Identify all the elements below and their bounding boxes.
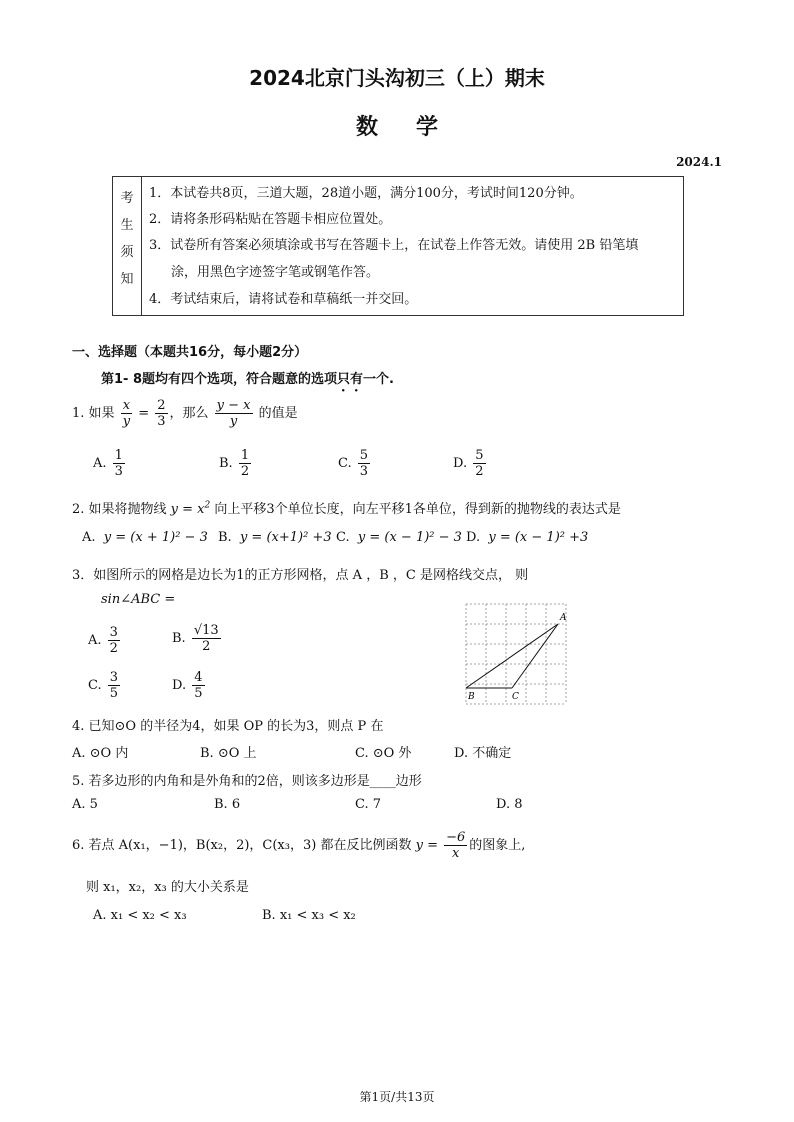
q6-option-a[interactable]: A. x₁ < x₂ < x₃	[93, 908, 187, 923]
q2-parabola: $y = x^2$	[166, 500, 211, 517]
option-label: C.	[336, 530, 350, 545]
exam-title: 2024北京门头沟初三（上）期末	[249, 66, 545, 90]
option-label: A.	[93, 456, 107, 471]
question-5: 5. 若多边形的内角和是外角和的2倍，则该多边形是____边形	[72, 774, 422, 789]
q1-suffix: 的值是	[258, 406, 298, 421]
page-footer: 第1页/共13页	[359, 1090, 435, 1104]
triangle-abc	[466, 624, 558, 688]
grid-lines	[466, 604, 566, 704]
notice-label-char: 知	[120, 272, 134, 287]
q6-func-lhs: y =	[415, 838, 438, 853]
option-fraction: $\frac{5}{3}$	[359, 448, 369, 479]
notice-item: 4．考试结束后，请将试卷和草稿纸一并交回。	[149, 292, 418, 307]
point-c-label: C	[512, 692, 519, 702]
option-fraction: $\frac{3}{5}$	[109, 670, 119, 701]
notice-item: 涂，用黑色字迹签字笔或钢笔作答。	[171, 265, 380, 280]
option-label: C.	[338, 456, 352, 471]
point-b-label: B	[468, 692, 475, 702]
q1-option-d[interactable]	[453, 448, 488, 479]
q6-prefix: 6. 若点 A(x₁，−1)，B(x₂，2)，C(x₃，3) 都在反比例函数	[72, 838, 412, 853]
q3-option-a[interactable]	[88, 625, 122, 656]
option-label: D.	[453, 456, 468, 471]
notice-label-char: 生	[120, 218, 134, 233]
option-expr: y = (x + 1)² − 3	[103, 530, 208, 545]
option-label: B.	[172, 631, 186, 646]
q4-option-d[interactable]: D. 不确定	[454, 746, 512, 761]
q2-option-c[interactable]	[336, 530, 462, 545]
q1-frac-23: $\frac{2}{3}$	[157, 398, 166, 429]
q3-option-b[interactable]	[172, 623, 223, 654]
option-expr: y = (x − 1)² − 3	[357, 530, 462, 545]
option-label: C.	[88, 678, 102, 693]
q1-option-a[interactable]	[93, 448, 127, 479]
q6-func-fraction: $\frac{-6}{x}$	[446, 830, 466, 861]
q4-option-a[interactable]: A. ⊙O 内	[72, 746, 129, 761]
notice-item: 3．试卷所有答案必须填涂或书写在答题卡上，在试卷上作答无效。请使用 2B 铅笔填	[149, 238, 639, 253]
instruction-text: 一个.	[363, 372, 394, 387]
q6-suffix: 的图象上,	[469, 838, 526, 853]
option-fraction: $\frac{1}{2}$	[240, 448, 250, 479]
q1-option-b[interactable]	[219, 448, 253, 479]
option-label: A.	[82, 530, 96, 545]
q3-option-d[interactable]	[172, 670, 207, 701]
q2-option-d[interactable]	[466, 530, 588, 545]
point-a-label: A	[560, 613, 567, 623]
notice-item: 1．本试卷共8页，三道大题，28道小题，满分100分，考试时间120分钟。	[149, 186, 583, 201]
q3-stem: sin∠ABC =	[101, 592, 176, 607]
option-fraction: $\frac{4}{5}$	[194, 670, 203, 701]
option-fraction: $\frac{√13}{2}$	[193, 623, 219, 654]
notice-label-char: 须	[120, 245, 134, 260]
section-instruction	[101, 368, 394, 395]
q1-option-c[interactable]	[338, 448, 372, 479]
q5-option-c[interactable]: C. 7	[355, 797, 382, 812]
q5-option-d[interactable]: D. 8	[496, 797, 523, 812]
q4-option-b[interactable]: B. ⊙O 上	[200, 746, 257, 761]
q3-option-c[interactable]	[88, 670, 122, 701]
q1-frac-target: $\frac{y - x}{y}$	[216, 398, 251, 429]
option-expr: y = (x+1)² +3	[239, 530, 332, 545]
question-1	[72, 398, 298, 429]
option-label: B.	[218, 530, 232, 545]
q2-option-b[interactable]	[218, 530, 332, 545]
exam-date: 2024.1	[676, 155, 722, 169]
question-6	[72, 830, 525, 861]
option-label: A.	[88, 633, 102, 648]
option-fraction: $\frac{5}{2}$	[475, 448, 484, 479]
q6-line2: 则 x₁，x₂，x₃ 的大小关系是	[86, 880, 249, 895]
equals-sign: =	[138, 406, 150, 421]
notice-label-char: 考	[120, 191, 134, 206]
option-expr: y = (x − 1)² +3	[488, 530, 589, 545]
q6-option-b[interactable]: B. x₁ < x₃ < x₂	[262, 908, 356, 923]
q1-mid: ，那么	[169, 406, 209, 421]
question-2	[72, 498, 621, 517]
candidate-notice-box	[112, 176, 684, 316]
q2-option-a[interactable]	[82, 530, 208, 545]
q2-text: 2. 如果将抛物线	[72, 502, 167, 517]
option-label: D.	[172, 678, 187, 693]
q4-option-c[interactable]: C. ⊙O 外	[355, 746, 412, 761]
notice-label	[113, 177, 142, 315]
q1-frac-xy: $\frac{x}{y}$	[122, 398, 131, 429]
question-3: 3．如图所示的网格是边长为1的正方形网格，点 A ，B ，C 是网格线交点， 则	[72, 568, 529, 583]
option-label: B.	[219, 456, 233, 471]
q3-grid-figure	[462, 600, 582, 712]
q2-text: 向上平移3个单位长度，向左平移1各单位，得到新的抛物线的表达式是	[214, 502, 621, 517]
q5-option-b[interactable]: B. 6	[214, 797, 241, 812]
option-label: D.	[466, 530, 481, 545]
subject-title: 数学	[355, 115, 476, 140]
instruction-text: 第1- 8题均有四个选项，符合题意的选项	[101, 372, 338, 387]
q1-prefix: 1. 如果	[72, 406, 115, 421]
instruction-emphasis: 只有	[337, 372, 364, 387]
notice-item: 2．请将条形码粘贴在答题卡相应位置处。	[149, 212, 392, 227]
option-fraction: $\frac{3}{2}$	[109, 625, 118, 656]
option-fraction: $\frac{1}{3}$	[114, 448, 123, 479]
q5-option-a[interactable]: A. 5	[72, 797, 98, 812]
question-4: 4. 已知⊙O 的半径为4，如果 OP 的长为3，则点 P 在	[72, 719, 384, 734]
section-heading: 一、选择题（本题共16分，每小题2分）	[72, 345, 308, 360]
